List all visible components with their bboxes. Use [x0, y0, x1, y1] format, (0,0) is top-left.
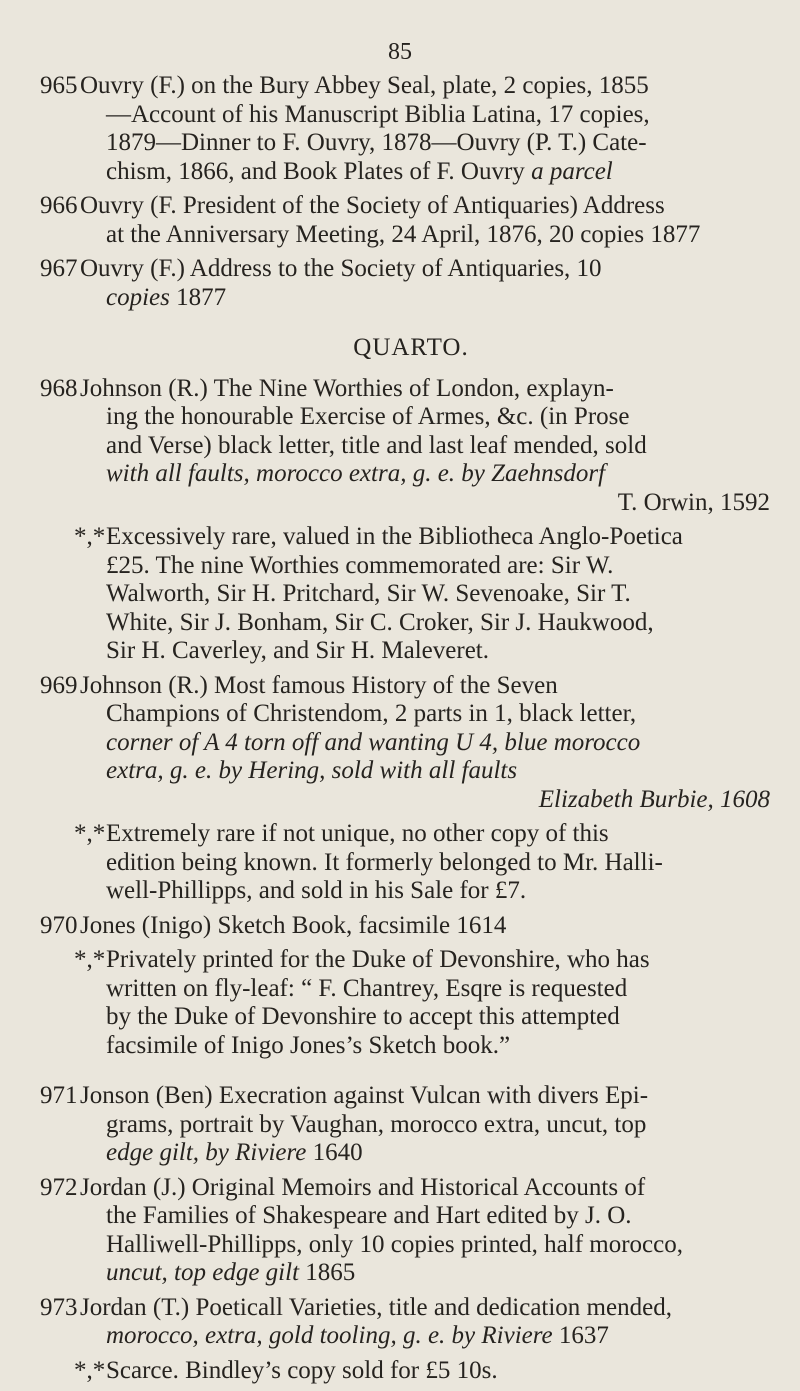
entry-text: Jones (Inigo) Sketch Book, facsimile: [80, 911, 451, 939]
note-line: Privately printed for the Duke of Devonshire, who has: [106, 946, 650, 973]
lot-number: 970: [40, 911, 78, 939]
entry-971: [40, 1082, 776, 1168]
note-line: White, Sir J. Bonham, Sir C. Croker, Sir J. Haukwood,: [106, 608, 654, 636]
page-number: 85: [388, 39, 412, 65]
entry-968: [40, 374, 776, 518]
entry-line: [80, 284, 776, 313]
entry-line: Jordan (T.) Poeticall Varieties, title and dedication mended,: [80, 1293, 672, 1321]
lot-number: 969: [40, 671, 78, 699]
entry-line: Ouvry (F.) on the Bury Abbey Seal, plate, 2 copies, 1855: [80, 72, 649, 99]
entry-973-note: [46, 1357, 776, 1386]
spacer: [46, 1066, 776, 1082]
entry-date: 1637: [558, 1322, 609, 1349]
entry-text: copies: [106, 283, 170, 311]
entry-line: [80, 1322, 776, 1351]
entry-imprint: Elizabeth Burbie, 1608: [538, 785, 770, 813]
entry-line: 1879—Dinner to F. Ouvry, 1878—Ouvry (P. T.) Cate-: [106, 129, 647, 156]
entry-965: [40, 72, 776, 186]
note-asterism: *,*: [74, 946, 106, 973]
entry-line: the Families of Shakespeare and Hart edited by J. O.: [106, 1202, 632, 1229]
entry-date: 1640: [312, 1139, 363, 1166]
note-line: Sir H. Caverley, and Sir H. Maleveret.: [106, 637, 489, 664]
entry-imprint: T. Orwin, 1592: [617, 488, 770, 516]
entry-967: [40, 255, 776, 312]
entry-text: chism, 1866, and Book Plates of F. Ouvry: [106, 157, 525, 185]
entry-line: at the Anniversary Meeting, 24 April, 1876, 20 copies 1877: [106, 220, 701, 248]
lot-number: 967: [40, 255, 78, 282]
entry-line: ing the honourable Exercise of Armes, &c. (in Prose: [106, 403, 630, 430]
entry-line: Johnson (R.) The Nine Worthies of London, explayn-: [80, 374, 614, 402]
entry-970-note: [46, 946, 776, 1060]
entry-date: 1865: [305, 1259, 356, 1286]
note-line: £25. The nine Worthies commemorated are: Sir W.: [106, 551, 614, 579]
entry-line: corner of A 4 torn off and wanting U 4, blue morocco: [106, 728, 641, 756]
section-heading: QUARTO.: [353, 334, 469, 361]
entry-973: [40, 1293, 776, 1351]
entry-line: Champions of Christendom, 2 parts in 1, black letter,: [106, 700, 637, 727]
note-line: facsimile of Inigo Jones’s Sketch book.”: [106, 1031, 511, 1059]
entry-969-note: [46, 820, 776, 906]
lot-number: 965: [40, 72, 78, 99]
entry-line: Ouvry (F. President of the Society of Antiquaries) Address: [80, 192, 665, 219]
note-line: Walworth, Sir H. Pritchard, Sir W. Sevenoake, Sir T.: [106, 580, 631, 607]
entry-line: [80, 1139, 776, 1168]
entry-line: Johnson (R.) Most famous History of the Seven: [80, 671, 558, 699]
entry-line: —Account of his Manuscript Biblia Latina, 17 copies,: [106, 100, 650, 128]
entry-972: [40, 1173, 776, 1288]
note-line: edition being known. It formerly belonged to Mr. Halli-: [106, 848, 663, 876]
note-line: by the Duke of Devonshire to accept this attempted: [106, 1003, 620, 1030]
note-line: Scarce. Bindley’s copy sold for £5 10s.: [106, 1356, 498, 1384]
entry-line: with all faults, morocco extra, g. e. by Zaehnsdorf: [106, 460, 606, 487]
lot-number: 973: [40, 1293, 78, 1321]
lot-number: 966: [40, 192, 78, 219]
entry-line: Ouvry (F.) Address to the Society of Antiquaries, 10: [80, 255, 602, 282]
note-asterism: *,*: [74, 1356, 106, 1384]
entry-line: [80, 1259, 776, 1288]
entry-line: Jonson (Ben) Execration against Vulcan with divers Epi-: [80, 1082, 649, 1109]
note-asterism: *,*: [74, 523, 106, 550]
entry-text: uncut, top edge gilt: [106, 1259, 300, 1286]
lot-number: 971: [40, 1082, 78, 1109]
entry-text: edge gilt, by Riviere: [106, 1139, 307, 1166]
entry-970: [40, 911, 776, 941]
entry-line: Jordan (J.) Original Memoirs and Historical Accounts of: [80, 1173, 646, 1201]
entry-969: [40, 671, 776, 815]
entry-lot-type: a parcel: [531, 157, 613, 185]
entry-line: grams, portrait by Vaughan, morocco extra, uncut, top: [106, 1110, 647, 1138]
entry-968-note: [46, 523, 776, 666]
entry-date: 1614: [456, 911, 507, 939]
entry-line: and Verse) black letter, title and last leaf mended, sold: [106, 431, 647, 459]
entry-line: extra, g. e. by Hering, sold with all faults: [106, 757, 518, 784]
entry-date: 1877: [176, 283, 227, 311]
entry-text: morocco, extra, gold tooling, g. e. by Riviere: [106, 1322, 553, 1349]
note-line: written on fly-leaf: “ F. Chantrey, Esqre is requested: [106, 974, 628, 1002]
entry-line: Halliwell-Phillipps, only 10 copies printed, half morocco,: [106, 1230, 683, 1258]
entry-966: [40, 192, 776, 249]
note-line: well-Phillipps, and sold in his Sale for £7.: [106, 877, 527, 904]
note-asterism: *,*: [74, 820, 106, 847]
note-line: Excessively rare, valued in the Bibliotheca Anglo-Poetica: [106, 523, 683, 550]
note-line: Extremely rare if not unique, no other copy of this: [106, 820, 609, 847]
entry-line: [80, 158, 776, 187]
lot-number: 972: [40, 1173, 78, 1201]
catalogue-listing: [40, 72, 776, 1391]
lot-number: 968: [40, 374, 78, 402]
entry-line: [80, 912, 776, 941]
